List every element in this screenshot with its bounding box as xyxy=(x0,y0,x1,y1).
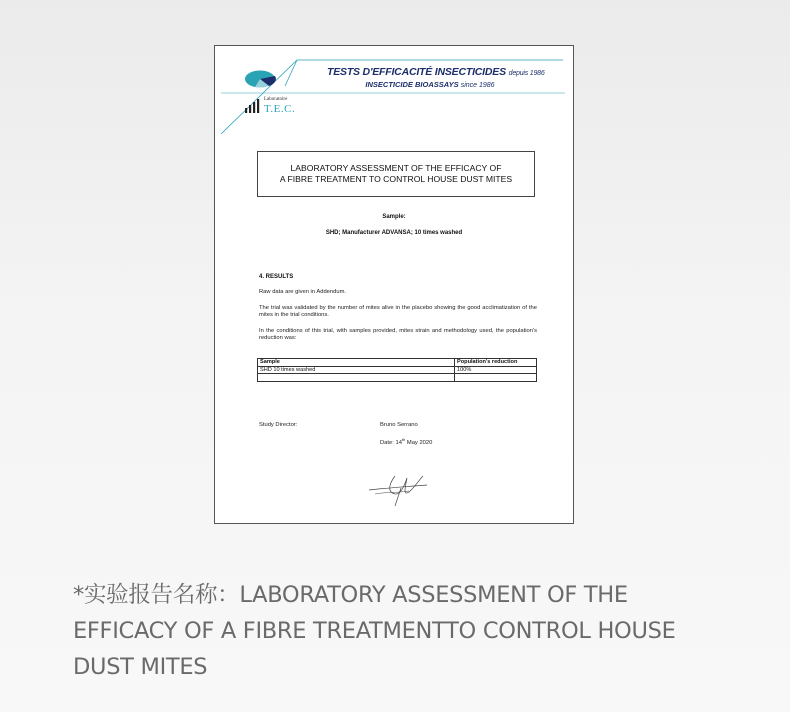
table-cell xyxy=(258,374,455,382)
date-label: Date: 14 xyxy=(380,439,402,446)
logo-laboratoire: Laboratoire xyxy=(264,97,288,102)
date-suffix: th xyxy=(401,437,406,442)
sample-label: Sample: xyxy=(382,214,406,220)
report-date xyxy=(380,437,432,446)
report-title-line2: A FIBRE TREATMENT TO CONTROL HOUSE DUST MITES xyxy=(279,174,513,184)
header-subtitle-since: since 1986 xyxy=(460,82,495,89)
signature-image xyxy=(365,470,437,510)
report-page xyxy=(214,45,574,524)
report-title-box xyxy=(257,151,535,197)
table-header-row xyxy=(258,359,537,367)
results-paragraph-2: The trial was validated by the number of mites alive in the placebo showing the good acclimatization of the mites in the trial conditions. xyxy=(259,305,537,318)
header-graphics xyxy=(215,46,575,146)
sample-value: SHD; Manufacturer ADVANSA; 10 times washed xyxy=(325,230,463,236)
header-title-main: TESTS D'EFFICACITÉ INSECTICIDES xyxy=(327,66,506,78)
logo-tec: T.E.C. xyxy=(264,103,296,115)
report-title-line1: LABORATORY ASSESSMENT OF THE EFFICACY OF xyxy=(290,163,502,173)
table-row xyxy=(258,374,537,382)
header-title-since: depuis 1986 xyxy=(508,70,545,77)
results-heading: 4. RESULTS xyxy=(259,274,294,280)
study-director-label: Study Director: xyxy=(259,422,298,428)
results-paragraph-3: In the conditions of this trial, with samples provided, mites strain and methodology used, the population's reduction was: xyxy=(259,328,537,341)
accent-line xyxy=(285,60,297,86)
table-header-reduction: Population's reduction xyxy=(455,359,537,367)
header-title xyxy=(327,66,545,91)
table-row xyxy=(258,366,537,374)
date-rest: May 2020 xyxy=(405,439,433,446)
results-table xyxy=(257,358,537,382)
table-cell: SHD 10 times washed xyxy=(258,366,455,374)
study-director-name: Bruno Serrano xyxy=(380,422,418,428)
bar-chart-logo-icon xyxy=(245,99,259,113)
table-cell: 100% xyxy=(455,366,537,374)
table-cell xyxy=(455,374,537,382)
results-paragraph-1: Raw data are given in Addendum. xyxy=(259,289,347,295)
table-header-sample: Sample xyxy=(258,359,455,367)
header-subtitle: INSECTICIDE BIOASSAYS xyxy=(365,80,459,89)
report-caption: *实验报告名称：LABORATORY ASSESSMENT OF THE EFFICACY OF A FIBRE TREATMENTTO CONTROL HOUSE DUST MITES xyxy=(73,582,676,680)
